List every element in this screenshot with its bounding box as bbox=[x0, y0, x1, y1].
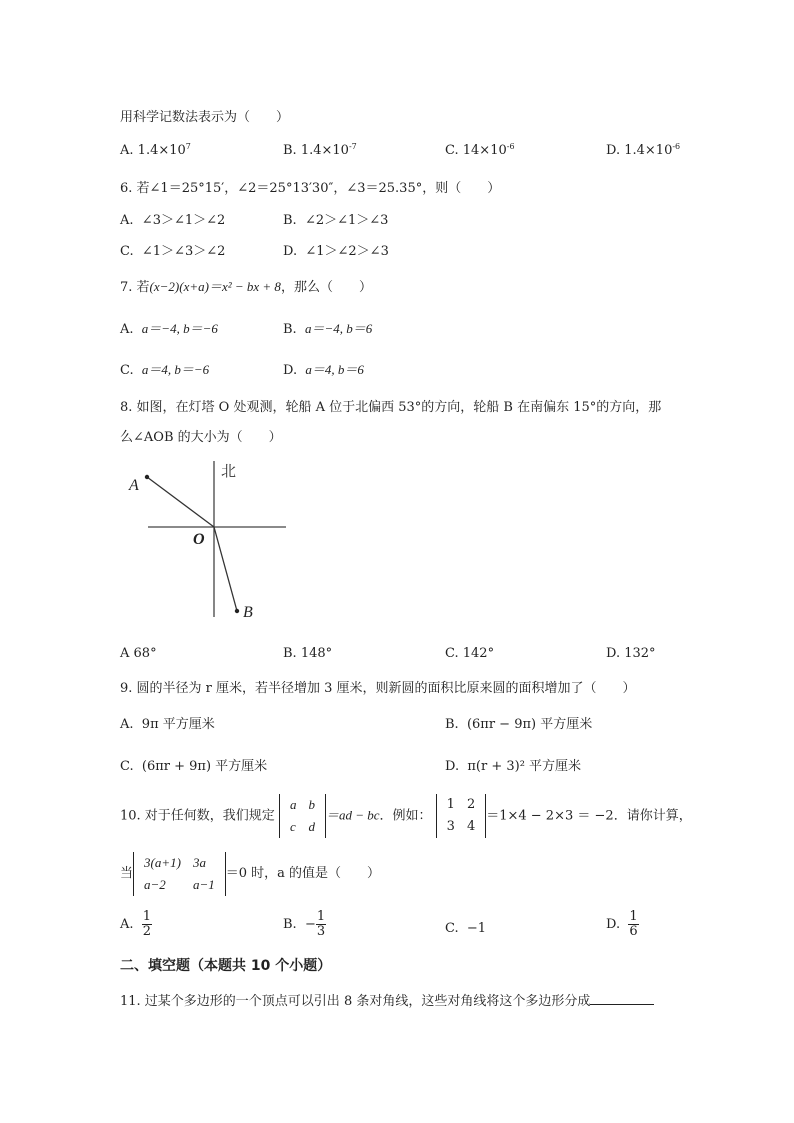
q8-figure bbox=[120, 455, 300, 625]
definition-determinant: a b c d bbox=[279, 794, 326, 838]
point-a bbox=[145, 475, 149, 479]
q7-option-a: A. a＝−4, b＝−6 bbox=[120, 321, 218, 337]
q10-option-c: C. −1 bbox=[445, 921, 487, 936]
q8-stem-line2: 么∠AOB 的大小为（ ） bbox=[120, 430, 282, 445]
q10-option-b: B. − $\frac{1}{3}$ bbox=[283, 909, 326, 939]
q9-option-b: B. (6πr − 9π) 平方厘米 bbox=[445, 717, 593, 732]
section-fill-in-title: 二、填空题（本题共 10 个小题） bbox=[120, 958, 332, 974]
label-a: A bbox=[129, 477, 139, 494]
q10-stem-line2: 当 3(a+1) 3a a−2 a−1 ＝0 时，a 的值是（ ） bbox=[120, 851, 380, 897]
q9-option-c: C. (6πr + 9π) 平方厘米 bbox=[120, 759, 268, 774]
north-label: 北 bbox=[221, 462, 237, 480]
q10-option-a: A. $\frac{1}{2}$ bbox=[120, 909, 152, 939]
q8-option-a: A 68° bbox=[120, 646, 157, 661]
q8-option-c: C. 142° bbox=[445, 646, 495, 661]
point-b bbox=[235, 609, 239, 613]
q6-option-c: C. ∠1＞∠3＞∠2 bbox=[120, 244, 226, 259]
q6-stem: 6. 若∠1＝25°15′，∠2＝25°13′30″，∠3＝25.35°，则（ ） bbox=[120, 181, 501, 196]
q5-option-a: A. $1.4\times 10^7$ bbox=[120, 142, 191, 158]
q11-stem: 11. 过某个多边形的一个顶点可以引出 8 条对角线，这些对角线将这个多边形分成 bbox=[120, 990, 654, 1009]
q8-stem-line1: 8. 如图，在灯塔 O 处观测，轮船 A 位于北偏西 53°的方向，轮船 B 在南偏东 15°的方向，那 bbox=[120, 400, 662, 415]
q9-stem: 9. 圆的半径为 r 厘米，若半径增加 3 厘米，则新圆的面积比原来圆的面积增加了（ ） bbox=[120, 681, 636, 696]
q5-option-c: C. $14\times 10^{-6}$ bbox=[445, 142, 515, 158]
q7-option-d: D. a＝4, b＝6 bbox=[283, 362, 364, 378]
example-determinant: 1 2 3 4 bbox=[436, 794, 487, 838]
q7-equation: (x−2)(x+a)＝x² − bx + 8 bbox=[149, 279, 281, 294]
q6-option-b: B. ∠2＞∠1＞∠3 bbox=[283, 213, 389, 228]
q5-option-d: D. $1.4\times 10^{-6}$ bbox=[606, 142, 681, 158]
q8-option-b: B. 148° bbox=[283, 646, 333, 661]
condition-determinant: 3(a+1) 3a a−2 a−1 bbox=[133, 852, 226, 896]
q7-option-c: C. a＝4, b＝−6 bbox=[120, 362, 210, 378]
ray-ob bbox=[214, 527, 237, 611]
q7-stem: 7. 若(x−2)(x+a)＝x² − bx + 8，那么（ ） bbox=[120, 279, 372, 295]
q5-stem: 用科学记数法表示为（ ） bbox=[120, 110, 290, 125]
ray-oa bbox=[147, 477, 214, 527]
q6-option-a: A. ∠3＞∠1＞∠2 bbox=[120, 213, 226, 228]
q7-option-b: B. a＝−4, b＝6 bbox=[283, 321, 373, 337]
q6-option-d: D. ∠1＞∠2＞∠3 bbox=[283, 244, 389, 259]
answer-blank[interactable] bbox=[590, 992, 654, 1005]
label-o: O bbox=[193, 531, 205, 548]
q8-option-d: D. 132° bbox=[606, 646, 656, 661]
q5-option-b: B. $1.4\times 10^{-7}$ bbox=[283, 142, 357, 158]
q10-stem-line1: 10. 对于任何数，我们规定 a b c d ＝ad − bc．例如： 1 2 3 4 ＝1×4 − 2×3 ＝ −2．请你计算， bbox=[120, 794, 692, 838]
label-b: B bbox=[243, 604, 253, 621]
q9-option-a: A. 9π 平方厘米 bbox=[120, 717, 215, 732]
q9-option-d: D. π(r + 3)² 平方厘米 bbox=[445, 759, 582, 774]
q10-option-d: D. $\frac{1}{6}$ bbox=[606, 909, 638, 939]
